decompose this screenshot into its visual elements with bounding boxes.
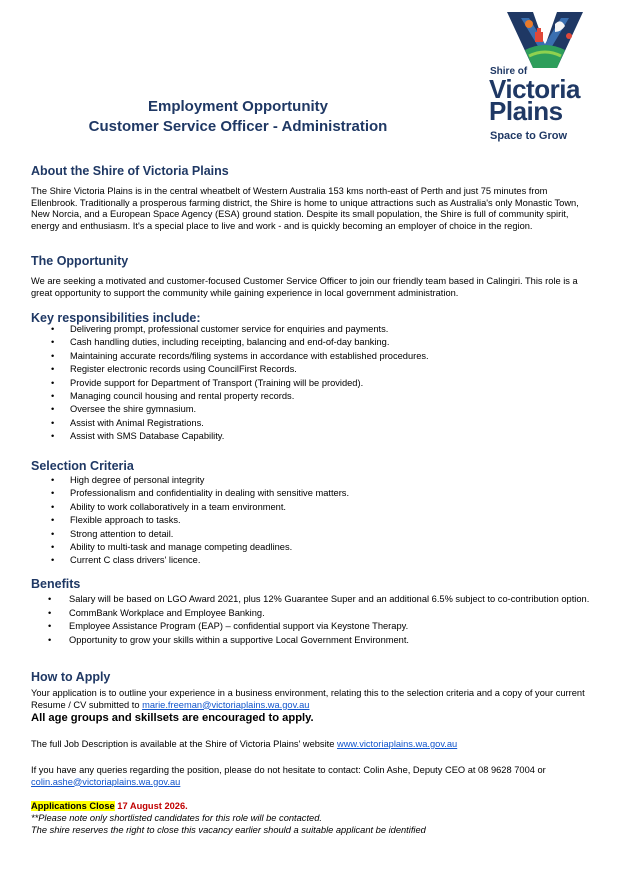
- contact-email-link[interactable]: colin.ashe@victoriaplains.wa.gov.au: [31, 776, 181, 787]
- website-link[interactable]: www.victoriaplains.wa.gov.au: [336, 739, 458, 749]
- opportunity-text: We are seeking a motivated and customer-focused Customer Service Officer to join our friendly team based in Calingiri. This role is a great opportunity to support the community while gaining experience in local government administration.: [31, 276, 578, 298]
- responsibility-item: • Maintaining accurate records/filing systems in accordance with established procedures.: [31, 350, 601, 363]
- criteria-list: [31, 474, 601, 568]
- benefit-item: • Opportunity to grow your skills within a supportive Local Government Environment.: [31, 635, 601, 647]
- responsibility-item: • Managing council housing and rental property records.: [31, 390, 601, 403]
- responsibilities-list: [31, 323, 601, 444]
- logo-name: Victoria Plains: [489, 74, 580, 126]
- logo-shire-of: Shire of: [490, 66, 528, 77]
- about-text: The Shire Victoria Plains is in the central wheatbelt of Western Australia 153 kms north-east of Perth and just 75 minutes from Ellenbrook. Traditionally a prosperous farming district, the Shire is home to unique attractions such as Australia's only Monastic Town, New Norcia, and a European Space Agency (ESA) ground station. Despite its small population, the Shire is full of community spirit, energy and enthusiasm. It's a special place to live and work - and is quickly becoming an employer of choice in the region.: [31, 186, 579, 231]
- benefits-heading: Benefits: [31, 577, 81, 591]
- criteria-item: • Professionalism and confidentiality in dealing with sensitive matters.: [31, 487, 601, 500]
- applications-close-label: Applications Close: [31, 801, 115, 811]
- responsibility-item: • Assist with SMS Database Capability.: [31, 430, 601, 443]
- logo-tagline: Space to Grow: [490, 130, 568, 142]
- shortlist-note: **Please note only shortlisted candidates for this role will be contacted.: [31, 813, 322, 823]
- apply-heading: How to Apply: [31, 670, 111, 684]
- apply-encourage: All age groups and skillsets are encouraged to apply.: [31, 712, 314, 724]
- responsibilities-heading: Key responsibilities include:: [31, 311, 201, 325]
- apply-text: Your application is to outline your experience in a business environment, relating this to the selection criteria and a copy of your current Resume / CV submitted to marie.freeman@victoriaplains.wa.gov.au: [31, 688, 585, 710]
- page-title-line1: Employment Opportunity: [148, 98, 328, 115]
- responsibility-item: • Register electronic records using CouncilFirst Records.: [31, 363, 601, 376]
- responsibility-item: • Assist with Animal Registrations.: [31, 417, 601, 430]
- responsibility-item: • Delivering prompt, professional customer service for enquiries and payments.: [31, 323, 601, 336]
- job-description-text: The full Job Description is available at the Shire of Victoria Plains' website www.victoriaplains.wa.gov.au: [31, 739, 458, 749]
- criteria-item: • High degree of personal integrity: [31, 474, 601, 487]
- responsibility-item: • Oversee the shire gymnasium.: [31, 403, 601, 416]
- benefits-list: [31, 594, 601, 648]
- criteria-item: • Flexible approach to tasks.: [31, 514, 601, 527]
- criteria-item: • Strong attention to detail.: [31, 528, 601, 541]
- about-heading: About the Shire of Victoria Plains: [31, 164, 229, 178]
- criteria-item: • Current C class drivers' licence.: [31, 554, 601, 567]
- page-title-line2: Customer Service Officer - Administration: [88, 118, 388, 135]
- responsibility-item: • Cash handling duties, including receipting, balancing and end-of-day banking.: [31, 336, 601, 349]
- criteria-item: • Ability to work collaboratively in a team environment.: [31, 501, 601, 514]
- benefit-item: • Salary will be based on LGO Award 2021, plus 12% Guarantee Super and an additional 6.5% subject to co-contribution option.: [31, 594, 601, 606]
- responsibility-item: • Provide support for Department of Transport (Training will be provided).: [31, 377, 601, 390]
- apply-email-link[interactable]: marie.freeman@victoriaplains.wa.gov.au: [142, 699, 310, 710]
- query-text: If you have any queries regarding the position, please do not hesitate to contact: Colin Ashe, Deputy CEO at 08 9628 7004 or colin.ashe@victoriaplains.wa.gov.au: [31, 765, 546, 787]
- benefit-item: • Employee Assistance Program (EAP) – confidential support via Keystone Therapy.: [31, 621, 601, 633]
- vacancy-note: The shire reserves the right to close this vacancy earlier should a suitable applicant be identified: [31, 825, 426, 835]
- opportunity-heading: The Opportunity: [31, 254, 129, 268]
- logo-emblem-icon: [485, 10, 605, 70]
- applications-close-date: 17 August 2026.: [117, 801, 188, 811]
- criteria-heading: Selection Criteria: [31, 459, 134, 473]
- benefit-item: • CommBank Workplace and Employee Banking.: [31, 608, 601, 620]
- criteria-item: • Ability to multi-task and manage competing deadlines.: [31, 541, 601, 554]
- applications-close: [31, 801, 596, 813]
